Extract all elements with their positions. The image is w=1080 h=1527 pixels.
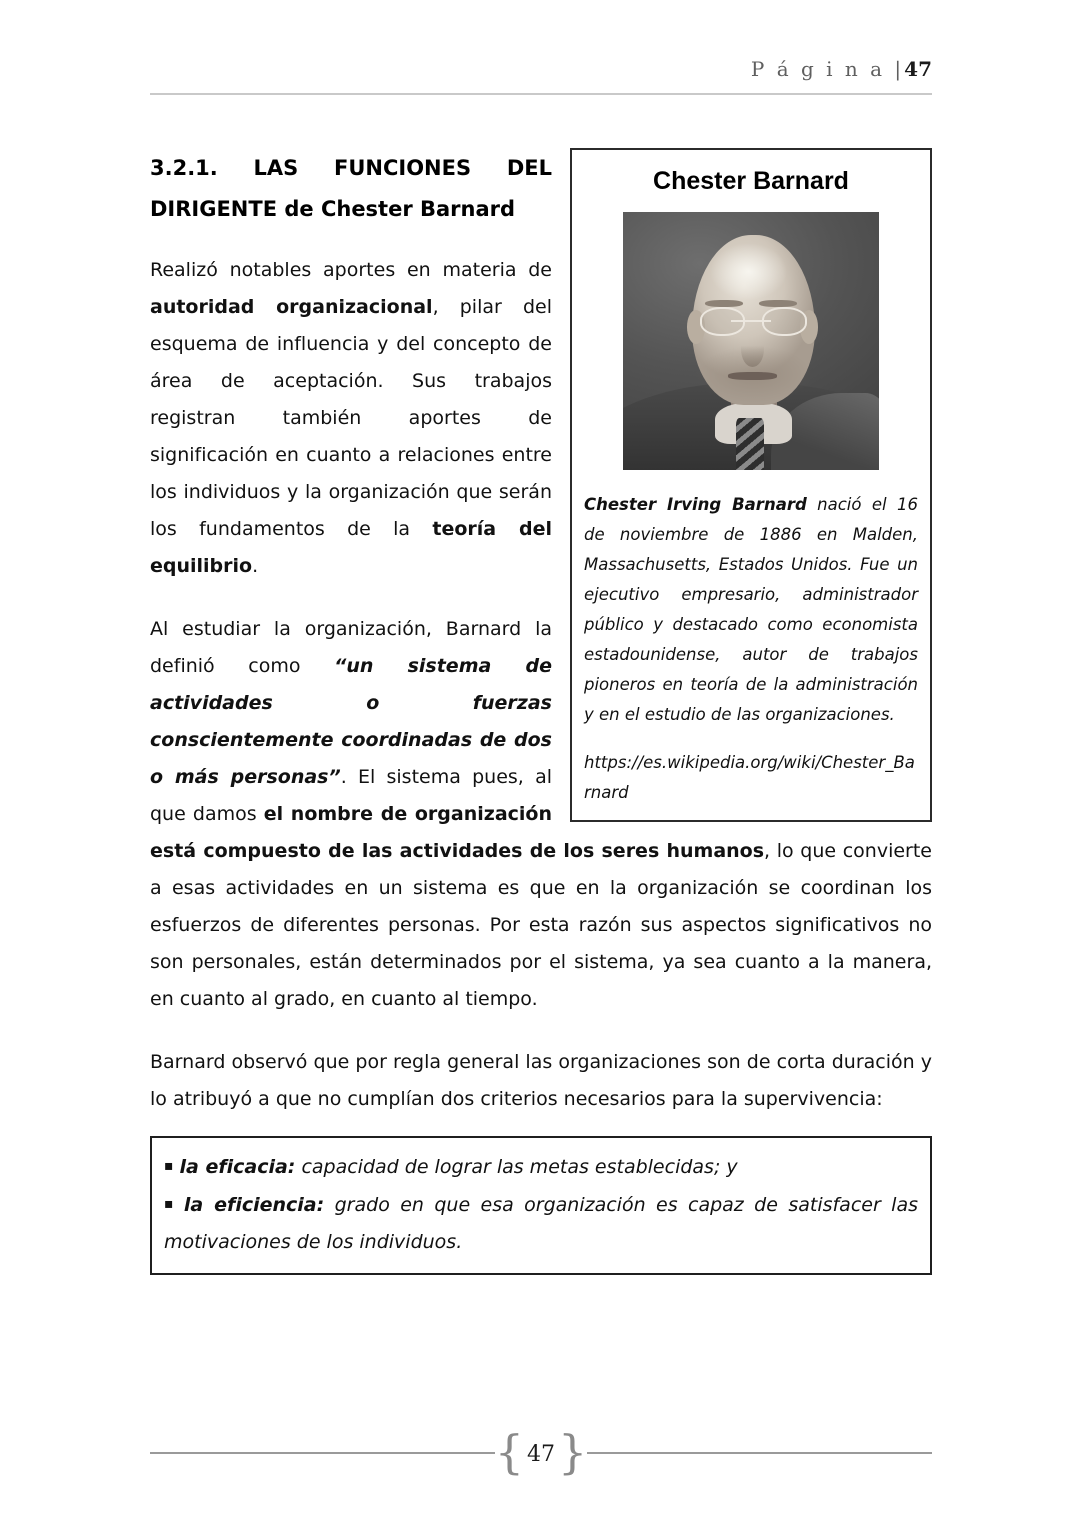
criterios-box <box>150 1136 932 1275</box>
criterio-eficiencia-label: la eficiencia: <box>183 1194 325 1216</box>
header-divider-rule <box>150 93 932 95</box>
infobox-source-url[interactable]: https://es.wikipedia.org/wiki/Chester_Barnard <box>584 753 915 802</box>
chester-barnard-portrait-image <box>623 212 879 470</box>
p1-bold-autoridad: autoridad organizacional <box>150 296 433 318</box>
criterio-eficacia <box>164 1148 918 1186</box>
p2-part3: , lo que convierte a esas actividades en un sistema es que en la organización se coordinan los esfuerzos de diferentes personas. Por esta razón sus aspectos significativos no son personales, están determinados por el sistema, ya sea cuanto a la manera, en cuanto al grado, en cuanto al tiempo. <box>150 840 932 1010</box>
chester-barnard-infobox <box>570 148 932 822</box>
infobox-title: Chester Barnard <box>653 167 849 195</box>
infobox-caption <box>584 490 918 730</box>
paragraph-observacion: Barnard observó que por regla general las organizaciones son de corta duración y lo atribuyó a que no cumplían dos criterios necesarios para la supervivencia: <box>150 1051 932 1110</box>
page-content <box>150 148 932 1275</box>
footer-rule-right <box>587 1452 932 1454</box>
p1-part1: Realizó notables aportes en materia de <box>150 259 552 281</box>
p2-part1: Al estudiar la organización, Barnard la definió como <box>150 618 552 677</box>
header-page-label <box>150 56 932 82</box>
criterio-eficacia-text: capacidad de lograr las metas establecidas; y <box>295 1156 738 1178</box>
p2-bold-organizacion: el nombre de organización está compuesto de las actividades de los seres humanos <box>150 803 765 862</box>
footer-rule-left <box>150 1452 495 1454</box>
right-brace-icon: } <box>558 1425 588 1479</box>
portrait-container <box>584 212 918 474</box>
footer-page-number: 47 <box>527 1442 555 1467</box>
page-header <box>150 56 932 82</box>
p1-bold-teoria: teoría del equilibrio <box>150 518 552 577</box>
criterio-eficiencia <box>164 1186 918 1261</box>
section-heading: 3.2.1. LAS FUNCIONES DEL DIRIGENTE de Chester Barnard <box>150 156 552 221</box>
header-separator: | <box>894 57 905 81</box>
p2-quote: “un sistema de actividades o fuerzas conscientemente coordinadas de dos o más personas” <box>150 655 552 788</box>
infobox-caption-text: nació el 16 de noviembre de 1886 en Malden, Massachusetts, Estados Unidos. Fue un ejecutivo empresario, administrador público y destacado como economista estadounidense, autor de trabajos pioneros en teoría de la administración y en el estudio de las organizaciones. <box>584 495 918 724</box>
criterio-eficiencia-text: grado en que esa organización es capaz de satisfacer las motivaciones de los individuos. <box>164 1194 918 1253</box>
footer-page-indicator <box>495 1426 588 1481</box>
bullet-square-icon: ▪ <box>164 1196 178 1212</box>
p1-part2: , pilar del esquema de influencia y del concepto de área de aceptación. Sus trabajos registran también aportes de significación en cuanto a relaciones entre los individuos y la organización que serán los fundamentos de la <box>150 296 552 540</box>
header-label-text: P á g i n a <box>750 57 895 81</box>
page-footer <box>150 1425 932 1500</box>
p1-part3: . <box>252 555 259 577</box>
infobox-caption-name: Chester Irving Barnard <box>584 495 807 514</box>
criterio-eficacia-label: la eficacia: <box>179 1156 296 1178</box>
header-page-number: 47 <box>904 57 932 81</box>
left-brace-icon: { <box>494 1425 524 1479</box>
p2-part2: . El sistema pues, al que damos <box>150 766 552 825</box>
bullet-square-icon: ▪ <box>164 1158 174 1174</box>
